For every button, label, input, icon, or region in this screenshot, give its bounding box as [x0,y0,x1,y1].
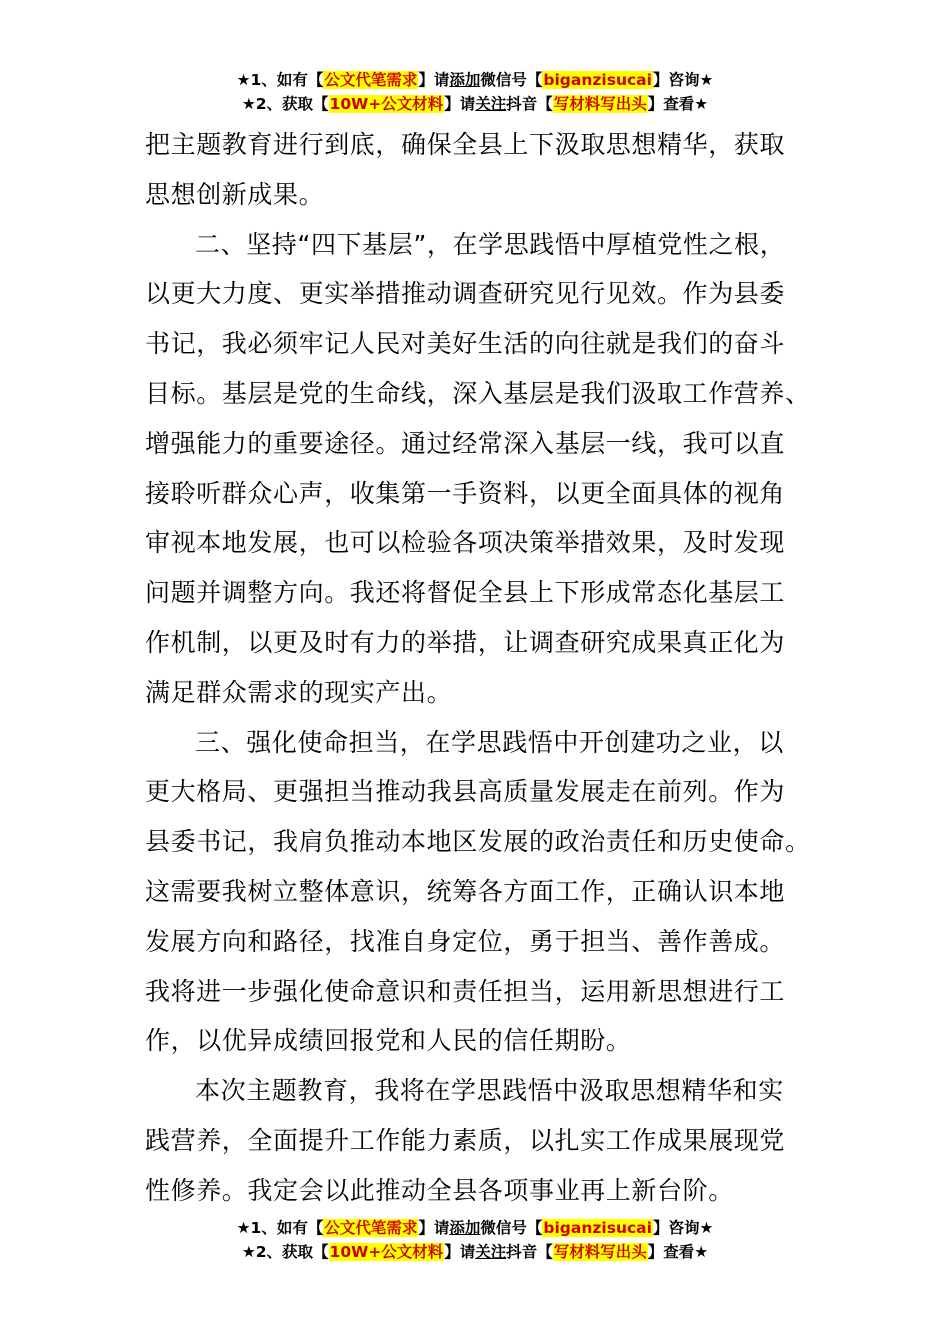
text-line: 我将进一步强化使命意识和责任担当，运用新思想进行工 [145,976,786,1006]
banner-text: 】咨询★ [652,71,714,89]
banner-text: 抖音【 [506,1243,553,1261]
highlight-materials: 10W+公文材料 [329,1243,444,1261]
document-body [145,120,810,1216]
banner-text: 】请 [444,1243,476,1261]
banner-text: 】查看★ [647,1243,709,1261]
banner-line-2 [0,92,950,116]
highlight-wechat-id: biganzisucai [543,71,652,89]
text-line: 本次主题教育，我将在学思践悟中汲取思想精华和实 [195,1076,784,1106]
text-line: 践营养，全面提升工作能力素质，以扎实工作成果展现党 [145,1125,786,1155]
highlight-wechat-id: biganzisucai [543,1219,652,1237]
banner-line-1 [0,68,950,92]
highlight-service: 公文代笔需求 [324,71,418,89]
underlined-text: 添加 [449,1219,481,1237]
text-line: 把主题教育进行到底，确保全县上下汲取思想精华，获取 [145,130,786,159]
underlined-text: 关注 [475,95,507,113]
paragraph-section-three [145,718,810,1067]
text-line: 书记，我必须牢记人民对美好生活的向往就是我们的奋斗 [145,329,786,359]
underlined-text: 添加 [449,71,481,89]
footer-banner [0,1216,950,1264]
text-line: 目标。基层是党的生命线，深入基层是我们汲取工作营养、 [145,378,811,408]
text-line: 满足群众需求的现实产出。 [145,677,453,707]
paragraph-continuation [145,120,810,220]
text-line: 发展方向和路径，找准自身定位，勇于担当、善作善成。 [145,926,786,956]
banner-text: 】请 [418,71,450,89]
text-line: 问题并调整方向。我还将督促全县上下形成常态化基层工 [145,578,786,608]
highlight-douyin-account: 写材料写出头 [553,1243,647,1261]
text-line: 作，以优异成绩回报党和人民的信任期盼。 [145,1026,632,1056]
text-line: 思想创新成果。 [145,179,325,209]
highlight-materials: 10W+公文材料 [329,95,444,113]
banner-text: ★2、获取【 [241,95,329,113]
banner-text: 微信号【 [480,71,543,89]
banner-text: 】查看★ [647,95,709,113]
text-line: 作机制，以更及时有力的举措，让调查研究成果真正化为 [145,627,786,657]
highlight-service: 公文代笔需求 [324,1219,418,1237]
banner-text: 】咨询★ [652,1219,714,1237]
text-line: 以更大力度、更实举措推动调查研究见行见效。作为县委 [145,279,786,309]
banner-text: 抖音【 [506,95,553,113]
text-line: 三、强化使命担当，在学思践悟中开创建功之业，以 [195,727,784,757]
paragraph-section-two [145,220,810,718]
header-banner [0,68,950,116]
text-line: 二、坚持“四下基层”，在学思践悟中厚植党性之根， [195,229,786,259]
text-line: 增强能力的重要途径。通过经常深入基层一线，我可以直 [145,428,786,458]
banner-text: 】请 [444,95,476,113]
text-line: 更大格局、更强担当推动我县高质量发展走在前列。作为 [145,777,786,807]
text-line: 接聆听群众心声，收集第一手资料，以更全面具体的视角 [145,478,786,508]
text-line: 县委书记，我肩负推动本地区发展的政治责任和历史使命。 [145,827,811,857]
paragraph-conclusion [145,1066,810,1215]
banner-text: 】请 [418,1219,450,1237]
banner-line-2 [0,1240,950,1264]
banner-line-1 [0,1216,950,1240]
banner-text: 微信号【 [480,1219,543,1237]
underlined-text: 关注 [475,1243,507,1261]
text-line: 审视本地发展，也可以检验各项决策举措效果，及时发现 [145,528,786,558]
text-line: 这需要我树立整体意识，统筹各方面工作，正确认识本地 [145,876,786,906]
text-line: 性修养。我定会以此推动全县各项事业再上新台阶。 [145,1175,734,1205]
highlight-douyin-account: 写材料写出头 [553,95,647,113]
banner-text: ★1、如有【 [236,1219,324,1237]
banner-text: ★1、如有【 [236,71,324,89]
banner-text: ★2、获取【 [241,1243,329,1261]
